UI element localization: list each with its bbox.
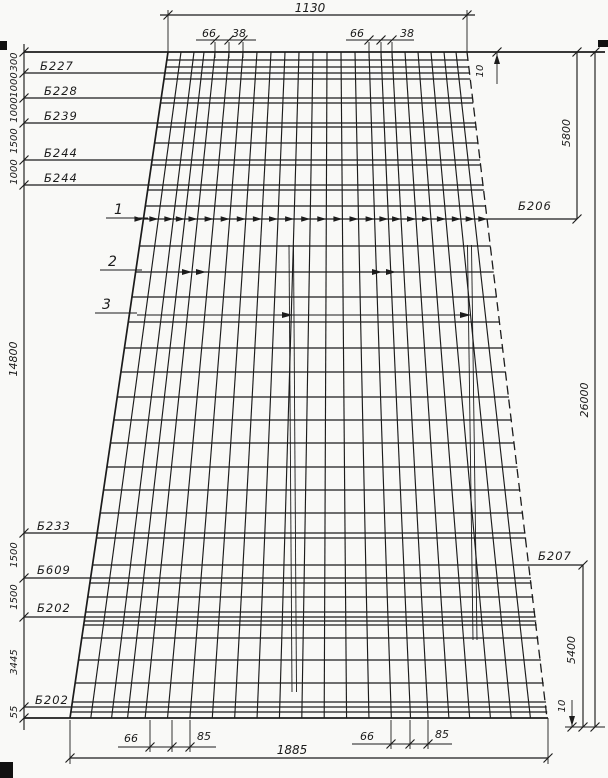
dim-left-1000a: 1000	[9, 72, 20, 98]
position-label-3: 3	[102, 297, 111, 313]
mesh-mark-b244a: Б244	[44, 146, 78, 160]
dim-top-38-left: 38	[232, 27, 246, 40]
top-right-spacing-dim	[346, 40, 414, 58]
position-1-arrowhead	[317, 216, 326, 222]
mesh-bar-vertical	[324, 52, 327, 718]
position-1-arrowhead	[285, 216, 294, 222]
position-1-arrowhead	[205, 216, 214, 222]
mesh-bar-vertical	[381, 52, 411, 718]
dim-top-38-right: 38	[400, 27, 414, 40]
position-1-arrowhead	[176, 216, 185, 222]
position-1-arrowhead	[349, 216, 358, 222]
mesh-vertical-bars	[91, 52, 531, 718]
dim-left-1500b: 1500	[9, 542, 20, 568]
dim-top-66-right: 66	[350, 27, 364, 40]
position-1-arrowhead	[466, 216, 475, 222]
dim-right-26000: 26000	[578, 382, 591, 418]
mesh-bar-vertical	[91, 52, 181, 718]
mesh-mark-b239: Б239	[44, 109, 78, 123]
mesh-bar-vertical	[355, 52, 369, 718]
position-1-arrowhead	[164, 216, 173, 222]
mesh-bar-vertical	[341, 52, 347, 718]
dim-left-14800: 14800	[7, 341, 20, 377]
mesh-bar-vertical	[444, 52, 511, 718]
position-1-arrowhead	[478, 216, 487, 222]
mesh-mark-b228: Б228	[44, 84, 78, 98]
scan-artifact	[598, 40, 608, 47]
mesh-right-edge-dashed	[467, 52, 547, 718]
position-1-arrowhead	[134, 216, 143, 222]
dim-right-10-top: 10	[475, 64, 486, 78]
dim-left-300: 300	[9, 52, 20, 72]
position-label-2: 2	[108, 254, 117, 270]
dim-left-1500c: 1500	[9, 584, 20, 610]
position-1-arrowhead	[333, 216, 342, 222]
dim-left-1000b: 1000	[9, 97, 20, 123]
mesh-bar-vertical	[302, 52, 313, 718]
mesh-bar-vertical	[369, 52, 391, 718]
mesh-bar-vertical	[145, 52, 215, 718]
dim-right-10-bottom: 10	[557, 699, 568, 713]
position-1-arrowhead	[301, 216, 310, 222]
mesh-bar-vertical	[418, 52, 470, 718]
dim-top-width: 1130	[294, 1, 326, 15]
dim-bottom-66-right: 66	[360, 730, 374, 743]
position-1-arrowhead	[149, 216, 158, 222]
dim-top-66-left: 66	[202, 27, 216, 40]
scan-artifact	[0, 41, 7, 50]
dim-right-5400: 5400	[565, 636, 578, 664]
mesh-bar-vertical	[128, 52, 204, 718]
dim-left-55: 55	[9, 705, 20, 719]
mesh-bar-vertical	[431, 52, 490, 718]
dim-bottom-width: 1885	[276, 743, 308, 757]
position-1-arrowhead	[379, 216, 388, 222]
dim-bottom-66-left: 66	[124, 732, 138, 745]
mesh-mark-b244b: Б244	[44, 171, 78, 185]
position-1-arrowhead	[221, 216, 230, 222]
dim-left-1000c: 1000	[9, 159, 20, 185]
mesh-bar-vertical	[392, 52, 428, 718]
dim-bottom-85-left: 85	[197, 730, 211, 743]
mesh-mark-b227: Б227	[40, 59, 74, 73]
position-1-arrowhead	[392, 216, 401, 222]
dim-bottom-85-right: 85	[435, 728, 449, 741]
position-1-arrowhead	[237, 216, 246, 222]
mesh-mark-b202b: Б202	[35, 693, 69, 707]
mesh-bar-vertical	[456, 52, 530, 718]
mesh-mark-b233: Б233	[37, 519, 71, 533]
position-1-arrowhead	[407, 216, 416, 222]
mesh-bar-vertical	[257, 52, 285, 718]
dim-left-1500a: 1500	[9, 128, 20, 154]
mesh-mark-b202a: Б202	[37, 601, 71, 615]
dim-10-top-arrow	[494, 54, 500, 64]
mesh-mark-b207: Б207	[538, 549, 572, 563]
scan-artifact	[0, 762, 13, 778]
position-1-arrowhead	[366, 216, 375, 222]
position-1-arrowhead	[188, 216, 197, 222]
position-1-arrowhead	[269, 216, 278, 222]
mesh-horizontal-bars	[24, 52, 605, 718]
mesh-bar-vertical	[405, 52, 449, 718]
mesh-bar-vertical	[235, 52, 271, 718]
position-label-1: 1	[114, 202, 123, 218]
position-1-arrowhead	[452, 216, 461, 222]
dim-left-3445: 3445	[9, 649, 20, 675]
position-1-arrowhead	[253, 216, 262, 222]
mesh-mark-b206: Б206	[518, 199, 552, 213]
mesh-mark-b609: Б609	[37, 563, 71, 577]
dim-right-5800: 5800	[560, 119, 573, 147]
position-1-arrowhead	[422, 216, 431, 222]
position-1-arrowhead	[437, 216, 446, 222]
